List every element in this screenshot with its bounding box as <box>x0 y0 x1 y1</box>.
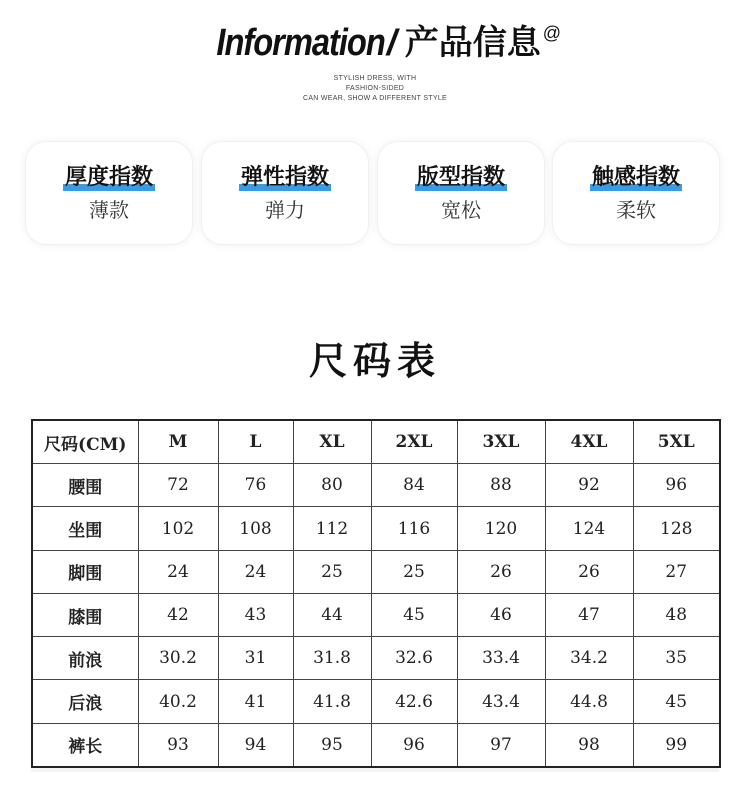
card-fit <box>378 142 544 244</box>
title-separator: / <box>386 22 397 63</box>
table-cell: 95 <box>293 723 371 767</box>
table-cell: 108 <box>218 507 293 550</box>
table-row <box>32 550 720 593</box>
subtitle-line: FASHION-SIDED <box>345 85 405 92</box>
table-cell: 98 <box>545 723 633 767</box>
table-cell: 45 <box>633 680 720 723</box>
table-cell: 35 <box>633 637 720 680</box>
card-value: 弹力 <box>265 198 305 222</box>
column-header: XL <box>293 420 371 464</box>
size-chart-title: 尺码表 <box>308 339 441 383</box>
title-chinese: 产品信息 <box>404 23 541 63</box>
table-cell: 41 <box>218 680 293 723</box>
table-cell: 24 <box>138 550 218 593</box>
column-header: 4XL <box>545 420 633 464</box>
card-value: 柔软 <box>616 198 656 222</box>
card-value: 宽松 <box>441 198 481 222</box>
table-cell: 120 <box>457 507 545 550</box>
table-cell: 97 <box>457 723 545 767</box>
table-cell: 44 <box>293 593 371 636</box>
table-cell: 42.6 <box>371 680 457 723</box>
table-cell: 124 <box>545 507 633 550</box>
card-title: 版型指数 <box>416 165 505 190</box>
card-thickness <box>26 142 192 244</box>
table-cell: 48 <box>633 593 720 636</box>
page-title <box>189 18 561 68</box>
row-label: 裤长 <box>32 723 138 767</box>
table-cell: 128 <box>633 507 720 550</box>
table-row <box>32 464 720 507</box>
table-cell: 112 <box>293 507 371 550</box>
row-label: 前浪 <box>32 637 138 680</box>
table-cell: 80 <box>293 464 371 507</box>
table-row <box>32 723 720 767</box>
table-cell: 34.2 <box>545 637 633 680</box>
subtitle-line: CAN WEAR, SHOW A DIFFERENT STYLE <box>302 95 448 102</box>
table-cell: 47 <box>545 593 633 636</box>
subtitle <box>0 74 750 104</box>
table-cell: 31.8 <box>293 637 371 680</box>
table-cell: 42 <box>138 593 218 636</box>
card-title: 触感指数 <box>591 165 680 190</box>
table-cell: 93 <box>138 723 218 767</box>
row-label: 腰围 <box>32 464 138 507</box>
table-cell: 99 <box>633 723 720 767</box>
table-cell: 102 <box>138 507 218 550</box>
row-label: 坐围 <box>32 507 138 550</box>
info-header <box>0 18 750 104</box>
table-cell: 31 <box>218 637 293 680</box>
table-cell: 84 <box>371 464 457 507</box>
card-title: 厚度指数 <box>64 165 153 190</box>
table-cell: 43.4 <box>457 680 545 723</box>
table-cell: 25 <box>371 550 457 593</box>
table-cell: 96 <box>371 723 457 767</box>
row-label: 膝围 <box>32 593 138 636</box>
row-label: 脚围 <box>32 550 138 593</box>
table-cell: 32.6 <box>371 637 457 680</box>
column-header: 2XL <box>371 420 457 464</box>
table-cell: 45 <box>371 593 457 636</box>
table-cell: 43 <box>218 593 293 636</box>
subtitle-line: STYLISH DRESS, WITH <box>333 75 417 82</box>
table-row <box>32 680 720 723</box>
table-row <box>32 593 720 636</box>
table-cell: 30.2 <box>138 637 218 680</box>
table-cell: 41.8 <box>293 680 371 723</box>
table-cell: 88 <box>457 464 545 507</box>
table-cell: 33.4 <box>457 637 545 680</box>
column-header: 3XL <box>457 420 545 464</box>
table-cell: 26 <box>457 550 545 593</box>
card-texture <box>553 142 719 244</box>
column-header: L <box>218 420 293 464</box>
table-header-row <box>32 420 720 464</box>
table-cell: 40.2 <box>138 680 218 723</box>
bottom-divider <box>31 768 719 772</box>
table-cell: 24 <box>218 550 293 593</box>
column-header: M <box>138 420 218 464</box>
title-english: Information <box>216 22 385 64</box>
card-title: 弹性指数 <box>240 165 329 190</box>
table-cell: 25 <box>293 550 371 593</box>
table-cell: 46 <box>457 593 545 636</box>
column-header: 尺码(CM) <box>32 420 138 464</box>
table-row <box>32 507 720 550</box>
card-elasticity <box>202 142 368 244</box>
table-cell: 72 <box>138 464 218 507</box>
table-cell: 94 <box>218 723 293 767</box>
title-mark: @ <box>542 23 562 43</box>
table-cell: 44.8 <box>545 680 633 723</box>
table-cell: 116 <box>371 507 457 550</box>
table-cell: 96 <box>633 464 720 507</box>
row-label: 后浪 <box>32 680 138 723</box>
card-value: 薄款 <box>89 198 129 222</box>
table-cell: 26 <box>545 550 633 593</box>
table-cell: 76 <box>218 464 293 507</box>
table-cell: 92 <box>545 464 633 507</box>
table-cell: 27 <box>633 550 720 593</box>
column-header: 5XL <box>633 420 720 464</box>
size-chart-table <box>31 419 721 768</box>
table-row <box>32 637 720 680</box>
